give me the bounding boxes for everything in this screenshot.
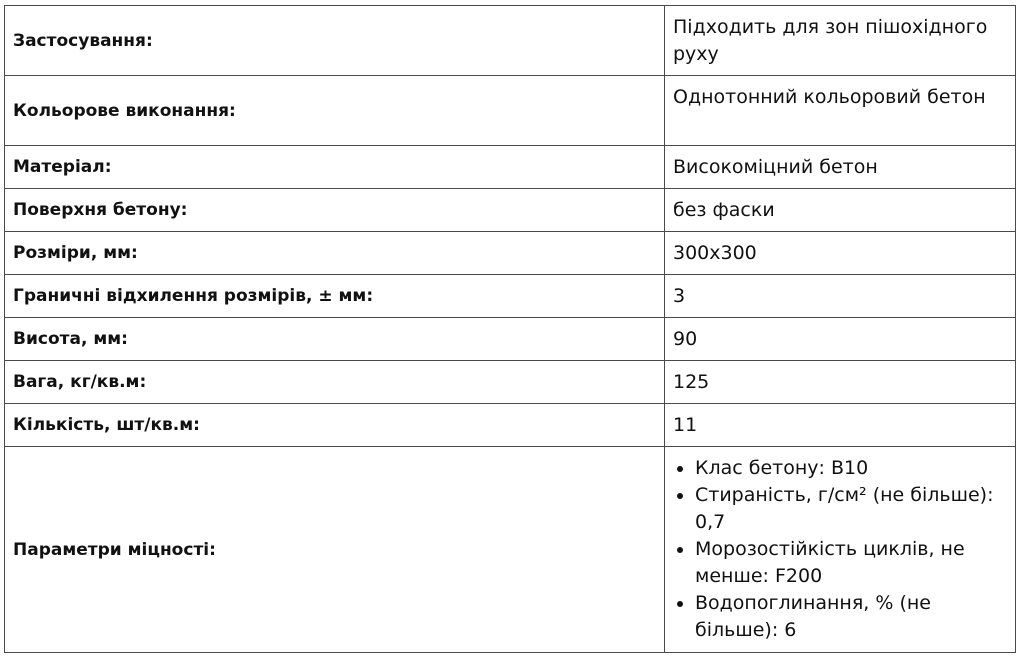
- spec-value: Однотонний кольоровий бетон: [665, 76, 1016, 146]
- spec-value: Високоміцний бетон: [665, 146, 1016, 189]
- spec-label: Поверхня бетону:: [5, 189, 665, 232]
- spec-row-weight: [5, 361, 1016, 404]
- spec-row-strength: [5, 447, 1016, 653]
- spec-value: 11: [665, 404, 1016, 447]
- spec-row-quantity: [5, 404, 1016, 447]
- specifications-table: [4, 5, 1016, 653]
- spec-row-application: [5, 6, 1016, 76]
- spec-label: Вага, кг/кв.м:: [5, 361, 665, 404]
- list-item: • Морозостійкість циклів, не менше: F200: [695, 536, 1007, 590]
- spec-value: Підходить для зон пішохідного руху: [665, 6, 1016, 76]
- spec-row-dimensions: [5, 232, 1016, 275]
- spec-value: [665, 447, 1016, 653]
- spec-label: Кількість, шт/кв.м:: [5, 404, 665, 447]
- spec-label: Матеріал:: [5, 146, 665, 189]
- spec-label: Застосування:: [5, 6, 665, 76]
- spec-label: Параметри міцності:: [5, 447, 665, 653]
- spec-label: Розміри, мм:: [5, 232, 665, 275]
- strength-parameters-list: [673, 455, 1007, 644]
- spec-value: без фаски: [665, 189, 1016, 232]
- spec-label: Граничні відхилення розмірів, ± мм:: [5, 275, 665, 318]
- spec-row-height: [5, 318, 1016, 361]
- spec-row-surface: [5, 189, 1016, 232]
- list-item: • Стираність, г/см² (не більше): 0,7: [695, 482, 1007, 536]
- spec-value: 90: [665, 318, 1016, 361]
- spec-value: 3: [665, 275, 1016, 318]
- spec-label: Кольорове виконання:: [5, 76, 665, 146]
- spec-row-color: [5, 76, 1016, 146]
- list-item: • Водопоглинання, % (не більше): 6: [695, 590, 1007, 644]
- spec-value: 125: [665, 361, 1016, 404]
- spec-label: Висота, мм:: [5, 318, 665, 361]
- list-item: • Клас бетону: В10: [695, 455, 1007, 482]
- spec-value: 300x300: [665, 232, 1016, 275]
- spec-row-material: [5, 146, 1016, 189]
- spec-row-tolerance: [5, 275, 1016, 318]
